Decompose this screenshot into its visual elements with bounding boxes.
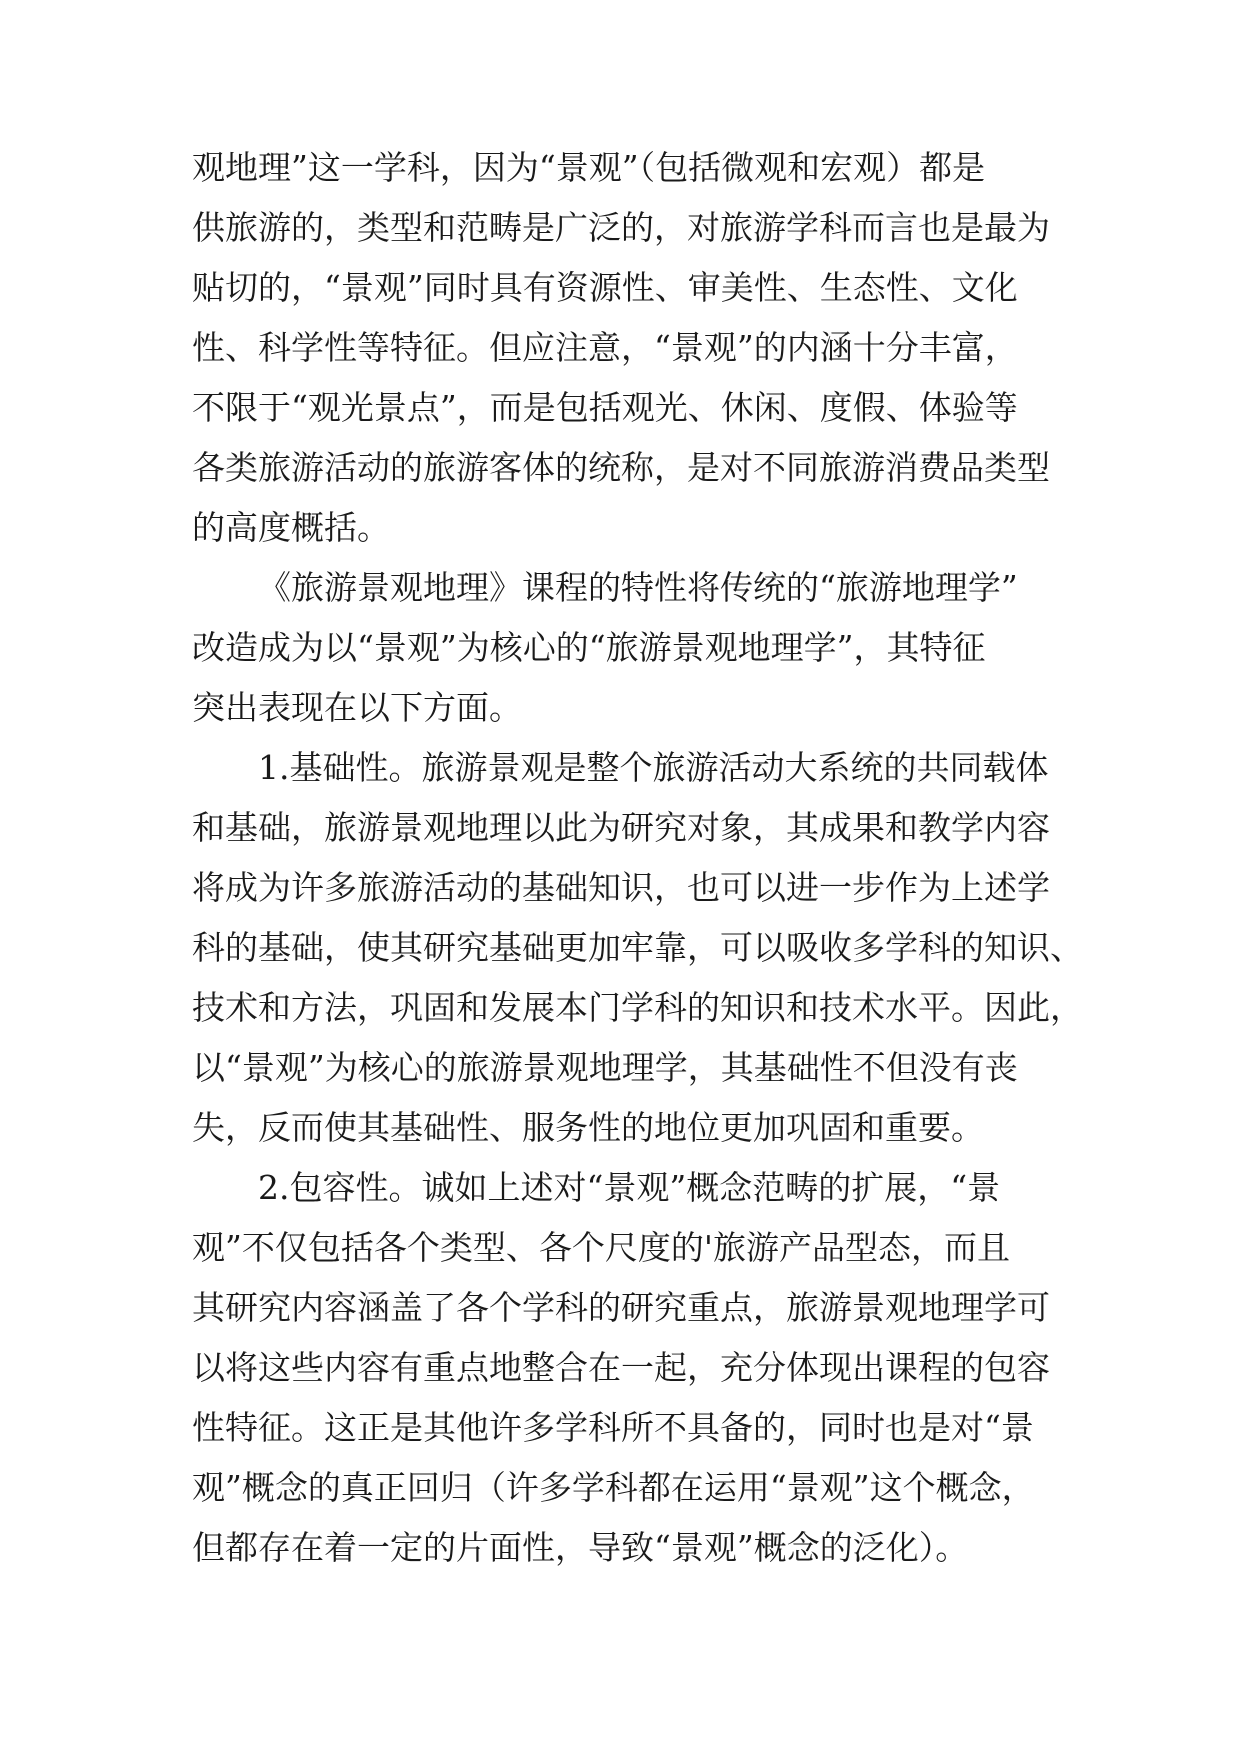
text-line: 各类旅游活动的旅游客体的统称，是对不同旅游消费品类型 <box>192 448 1050 487</box>
text-line: 但都存在着一定的片面性，导致“景观”概念的泛化）。 <box>192 1528 969 1567</box>
paragraph-first-line: 《旅游景观地理》课程的特性将传统的“旅游地理学” <box>258 568 1018 607</box>
paragraph-first-line: 1.基础性。旅游景观是整个旅游活动大系统的共同载体 <box>258 748 1049 787</box>
text-line: 将成为许多旅游活动的基础知识，也可以进一步作为上述学 <box>192 868 1050 907</box>
text-line: 改造成为以“景观”为核心的“旅游景观地理学”，其特征 <box>192 628 986 667</box>
text-line: 观”概念的真正回归（许多学科都在运用“景观”这个概念， <box>192 1468 1035 1507</box>
text-line: 失，反而使其基础性、服务性的地位更加巩固和重要。 <box>192 1108 984 1147</box>
text-line: 观”不仅包括各个类型、各个尺度的'旅游产品型态，而且 <box>192 1228 1010 1267</box>
text-line: 技术和方法，巩固和发展本门学科的知识和技术水平。因此， <box>192 988 1083 1027</box>
text-line: 科的基础，使其研究基础更加牢靠，可以吸收多学科的知识、 <box>192 928 1083 967</box>
text-line: 以“景观”为核心的旅游景观地理学，其基础性不但没有丧 <box>192 1048 1018 1087</box>
text-line: 贴切的，“景观”同时具有资源性、审美性、生态性、文化 <box>192 268 1018 307</box>
text-line: 其研究内容涵盖了各个学科的研究重点，旅游景观地理学可 <box>192 1288 1050 1327</box>
text-line: 性特征。这正是其他许多学科所不具备的，同时也是对“景 <box>192 1408 1034 1447</box>
text-line: 观地理”这一学科，因为“景观”（包括微观和宏观）都是 <box>192 148 986 187</box>
text-line: 性、科学性等特征。但应注意，“景观”的内涵十分丰富， <box>192 328 1018 367</box>
paragraph-first-line: 2.包容性。诚如上述对“景观”概念范畴的扩展，“景 <box>258 1168 1001 1207</box>
text-line: 不限于“观光景点”，而是包括观光、休闲、度假、体验等 <box>192 388 1018 427</box>
text-line: 的高度概括。 <box>192 508 390 547</box>
text-line: 和基础，旅游景观地理以此为研究对象，其成果和教学内容 <box>192 808 1050 847</box>
text-line: 突出表现在以下方面。 <box>192 688 522 727</box>
text-line: 供旅游的，类型和范畴是广泛的，对旅游学科而言也是最为 <box>192 208 1050 247</box>
text-line: 以将这些内容有重点地整合在一起，充分体现出课程的包容 <box>192 1348 1050 1387</box>
